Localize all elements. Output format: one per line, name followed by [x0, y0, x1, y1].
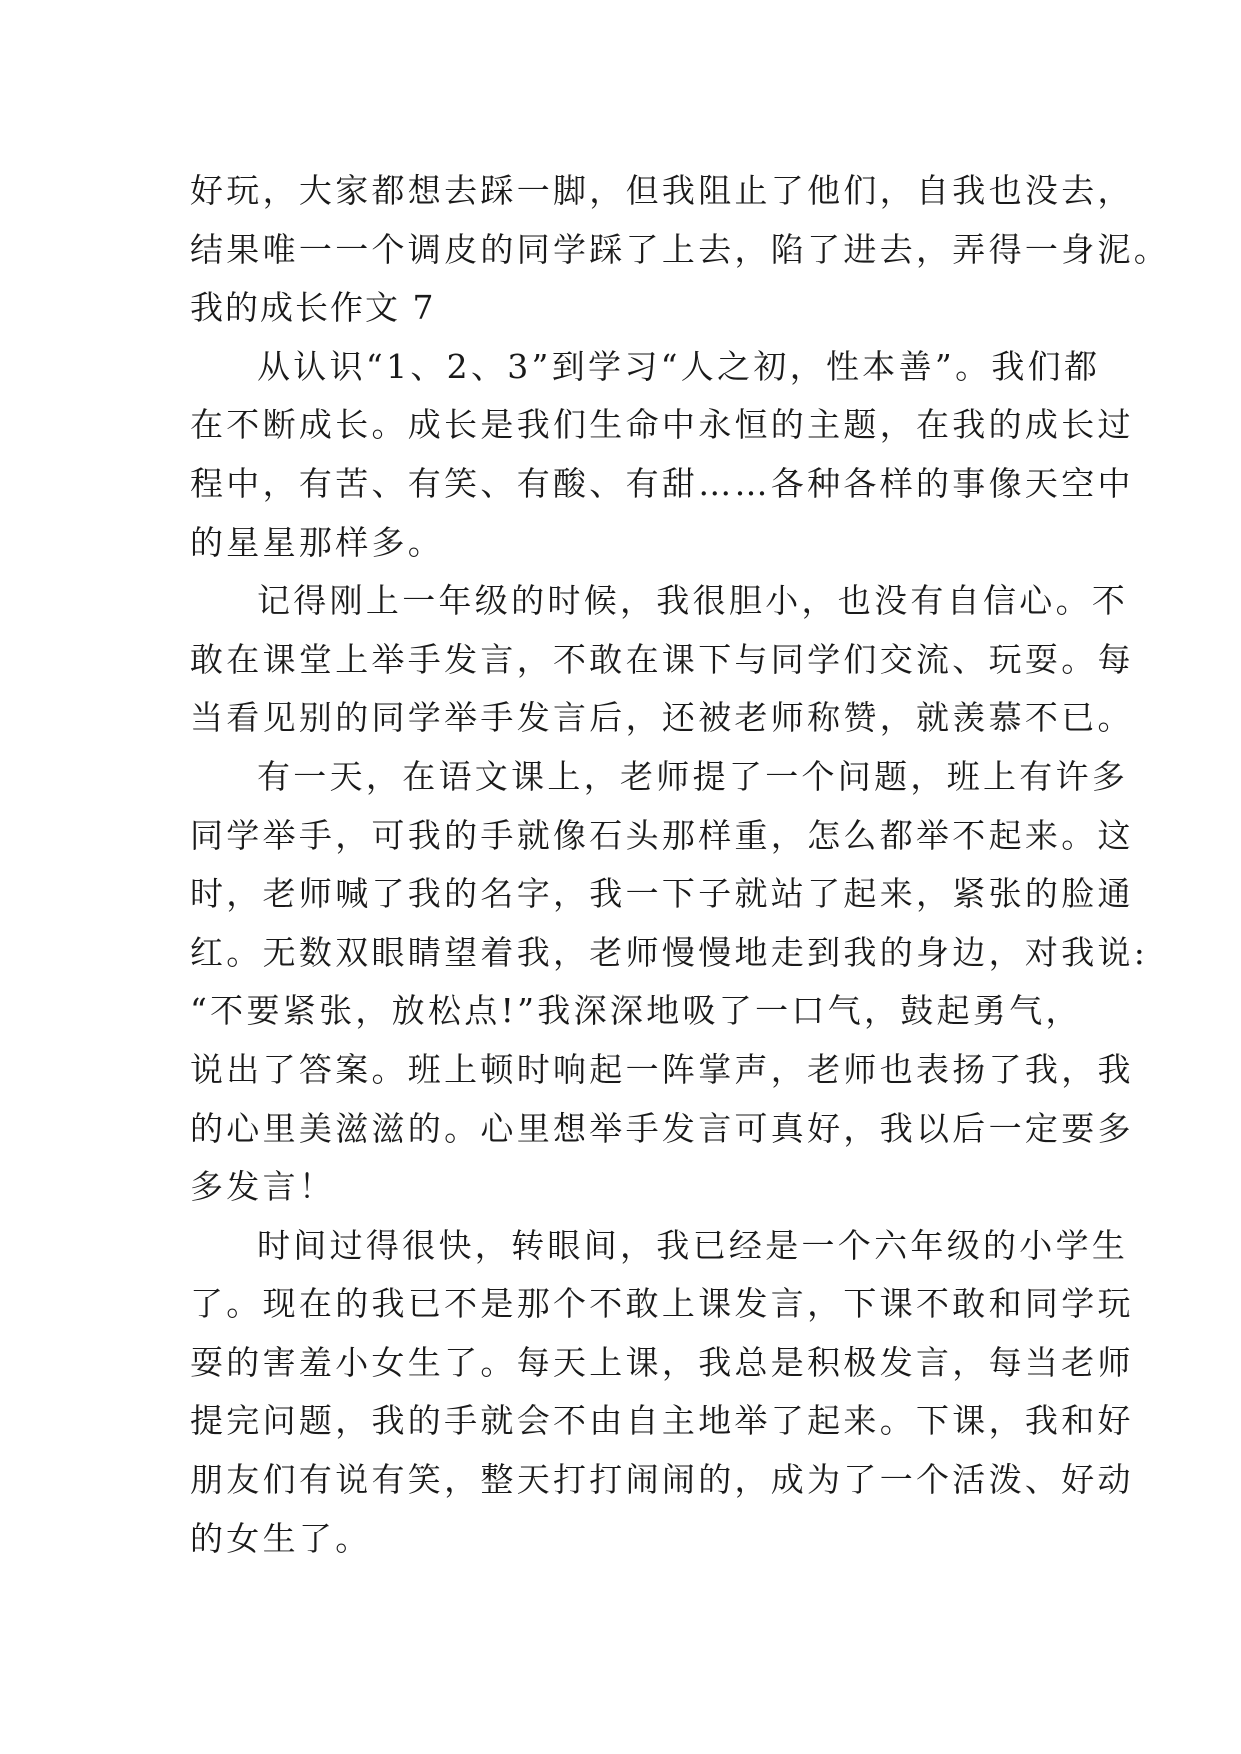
- essay-body: [190, 162, 1171, 1568]
- text-line: 程中，有苦、有笑、有酸、有甜……各种各样的事像天空中: [190, 463, 1134, 503]
- text-line: 同学举手，可我的手就像石头那样重，怎么都举不起来。这: [190, 815, 1134, 855]
- text-line: 红。无数双眼睛望着我，老师慢慢地走到我的身边，对我说:: [190, 932, 1149, 972]
- text-line: 的女生了。: [190, 1518, 372, 1558]
- text-line: 耍的害羞小女生了。每天上课，我总是积极发言，每当老师: [190, 1342, 1134, 1382]
- text-line: “不要紧张，放松点!”我深深地吸了一口气，鼓起勇气，: [190, 991, 1082, 1031]
- text-line: 时，老师喊了我的名字，我一下子就站了起来，紧张的脸通: [190, 874, 1134, 914]
- text-line: 说出了答案。班上顿时响起一阵掌声，老师也表扬了我，我: [190, 1049, 1134, 1089]
- text-line: 当看见别的同学举手发言后，还被老师称赞，就羡慕不已。: [190, 698, 1134, 738]
- text-line: 从认识“1、2、3”到学习“人之初，性本善”。我们都: [257, 346, 1101, 386]
- text-line: 有一天，在语文课上，老师提了一个问题，班上有许多: [257, 756, 1129, 796]
- text-line: 时间过得很快，转眼间，我已经是一个六年级的小学生: [257, 1225, 1129, 1265]
- text-line: 结果唯一一个调皮的同学踩了上去，陷了进去，弄得一身泥。: [190, 229, 1171, 269]
- text-line: 多发言！: [190, 1167, 336, 1207]
- essay-title: 我的成长作文 7: [190, 288, 436, 328]
- text-line: 的星星那样多。: [190, 522, 445, 562]
- text-line: 朋友们有说有笑，整天打打闹闹的，成为了一个活泼、好动: [190, 1460, 1134, 1500]
- text-line: 提完问题，我的手就会不由自主地举了起来。下课，我和好: [190, 1401, 1134, 1441]
- text-line: 的心里美滋滋的。心里想举手发言可真好，我以后一定要多: [190, 1108, 1134, 1148]
- text-line: 了。现在的我已不是那个不敢上课发言，下课不敢和同学玩: [190, 1284, 1134, 1324]
- text-line: 敢在课堂上举手发言，不敢在课下与同学们交流、玩耍。每: [190, 639, 1134, 679]
- text-line: 记得刚上一年级的时候，我很胆小，也没有自信心。不: [257, 581, 1129, 621]
- text-line: 在不断成长。成长是我们生命中永恒的主题，在我的成长过: [190, 405, 1134, 445]
- text-line: 好玩，大家都想去踩一脚，但我阻止了他们，自我也没去，: [190, 171, 1134, 210]
